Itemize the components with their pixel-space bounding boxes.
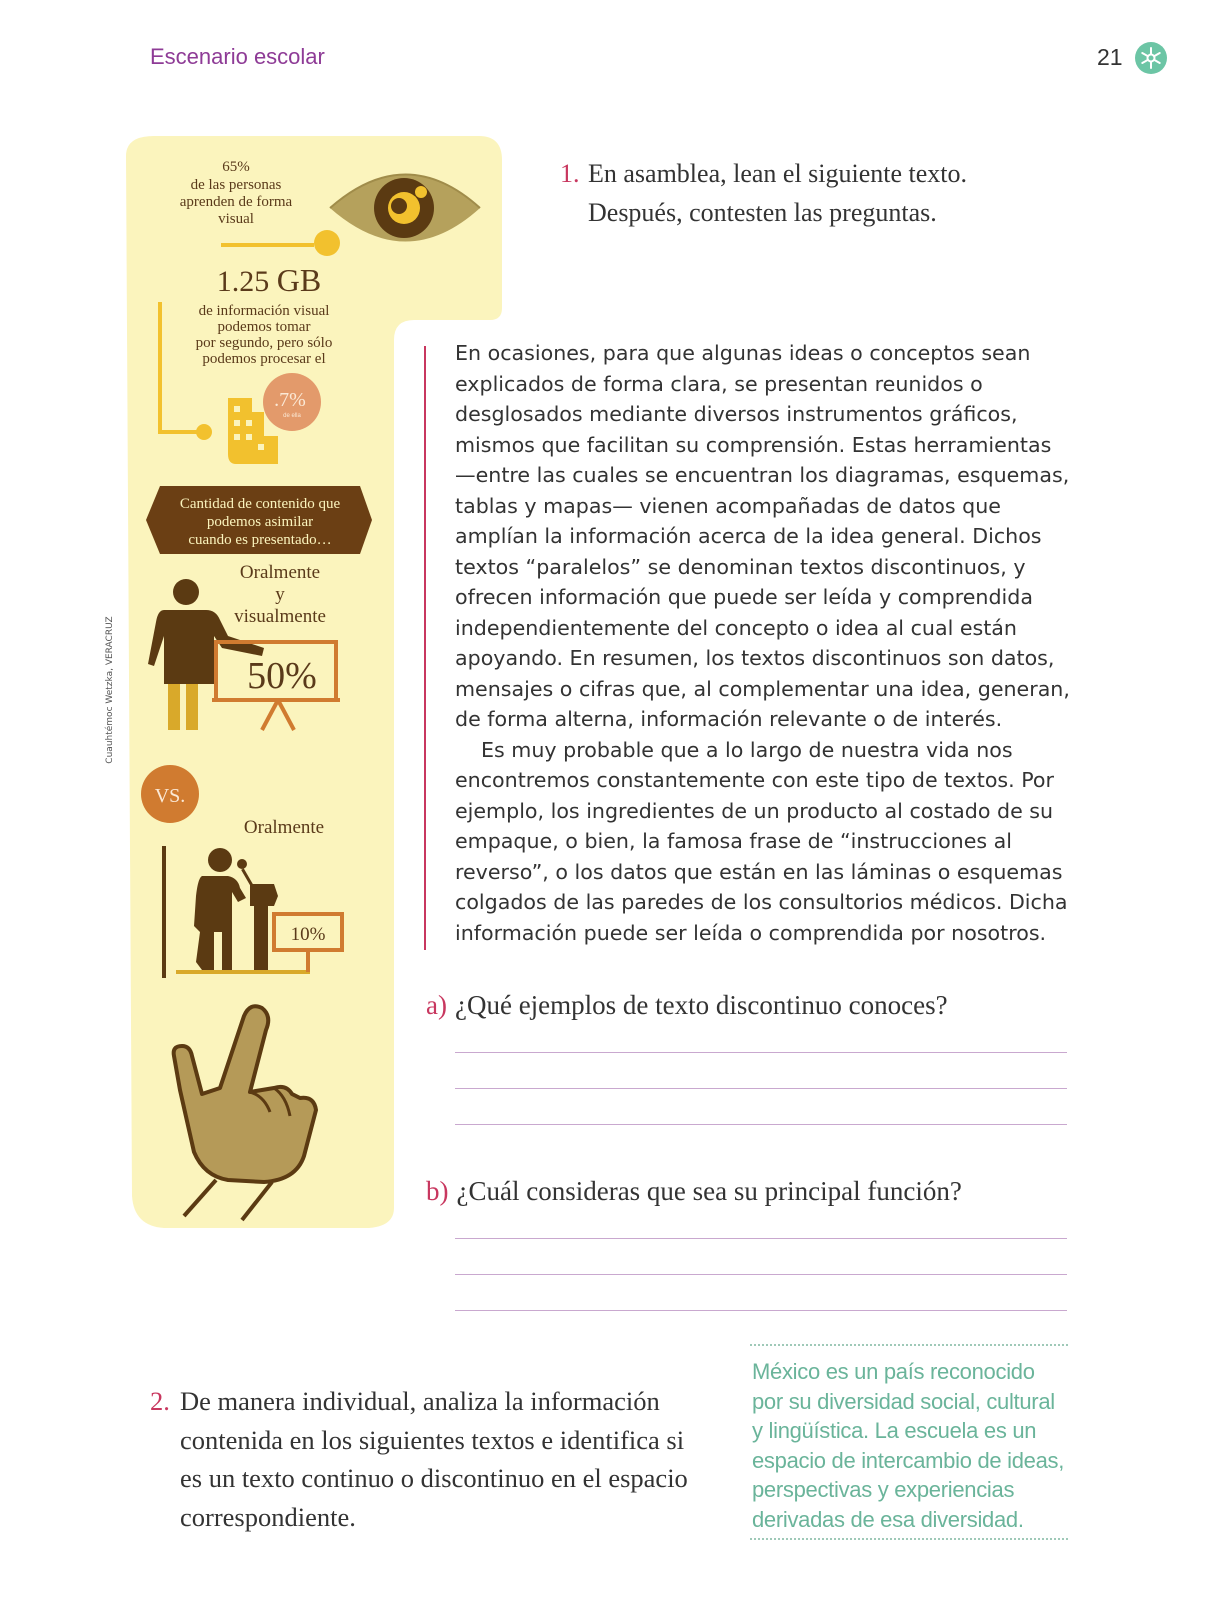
mode2-label: Oralmente	[243, 817, 325, 838]
banner-line1: Cantidad de contenido que	[179, 496, 341, 512]
activity-2-instruction	[150, 1382, 690, 1536]
activity-1-instruction	[560, 154, 1020, 232]
stat2-number: 1.25	[216, 265, 270, 298]
badge-sub: de ella	[283, 413, 301, 419]
question-a-text: ¿Qué ejemplos de texto discontinuo conoces?	[454, 990, 948, 1020]
mode1-line1: Oralmente	[239, 562, 321, 583]
badge-value: .7%	[274, 389, 306, 411]
sidebox-top-border	[750, 1344, 1068, 1346]
page-number: 21	[1097, 44, 1123, 70]
activity-1-number: 1.	[560, 159, 580, 188]
answer-line[interactable]	[455, 1274, 1067, 1275]
image-credit: Cuauhtémoc Wetzka, VERACRUZ	[105, 616, 115, 764]
reading-paragraph-1: En ocasiones, para que algunas ideas o conceptos sean explicados de forma clara, se presentan reunidos o desglosados mediante diversos instrumentos gráficos, mismos que facilitan su comprensión. Estas herramientas —entre las cuales se encuentran los diagramas, esquemas, tablas y mapas— vienen acompañadas de datos que amplían la información acerca de la idea general. Dichos textos “paralelos” se denominan textos discontinuos, y ofrecen información que puede ser leída y comprendida independientemente del concepto o idea al cual están apoyando. En resumen, los textos discontinuos son datos, mensajes o cifras que, al complementar una idea, generan, de forma alterna, información relevante o de interés.	[455, 341, 1070, 731]
answer-line[interactable]	[455, 1088, 1067, 1089]
section-title: Escenario escolar	[150, 44, 325, 69]
banner-line2: podemos asimilar	[206, 514, 314, 530]
question-a-label: a)	[426, 990, 447, 1020]
mode1-value: 50%	[247, 655, 317, 697]
question-a	[426, 990, 948, 1021]
stat2-line1: de información visual	[198, 303, 330, 319]
reading-margin-rule	[424, 346, 426, 950]
activity-1-text: En asamblea, lean el siguiente texto. Después, contesten las preguntas.	[588, 159, 968, 227]
reading-paragraph-2: Es muy probable que a lo largo de nuestra vida nos encontremos constantemente con este tipo de textos. Por ejemplo, los ingredientes de un producto al costado de su empaque, o bien, la famosa frase de “instrucciones al reverso”, o los datos que están en las láminas o esquemas colgados de las paredes de los consultorios médicos. Dicha información puede ser leída o comprendida por nosotros.	[455, 737, 1068, 945]
question-b	[426, 1176, 962, 1207]
stat2-line2: podemos tomar	[217, 319, 311, 335]
answer-line[interactable]	[455, 1124, 1067, 1125]
answer-line[interactable]	[455, 1052, 1067, 1053]
stat2-unit: GB	[276, 262, 322, 298]
banner-line3: cuando es presentado…	[188, 532, 332, 548]
activity-2-number: 2.	[150, 1386, 170, 1416]
sidebox-note: México es un país reconocido por su diversidad social, cultural y lingüística. La escuela es un espacio de intercambio de ideas, perspectivas y experiencias derivadas de esa diversidad.	[752, 1359, 1065, 1532]
mode1-line2: y	[275, 584, 285, 605]
stat1-line2: aprenden de forma	[179, 194, 293, 210]
answer-line[interactable]	[455, 1238, 1067, 1239]
mode1-line3: visualmente	[234, 606, 326, 627]
answer-line[interactable]	[455, 1310, 1067, 1311]
sidebox-bottom-border	[750, 1538, 1068, 1540]
stat2-line4: podemos procesar el	[202, 351, 326, 367]
mode2-value: 10%	[290, 924, 326, 945]
question-b-label: b)	[426, 1176, 449, 1206]
snowflake-icon	[1135, 42, 1167, 74]
reading-passage	[455, 338, 1070, 948]
stat2-line3: por segundo, pero sólo	[195, 335, 333, 351]
stat1-line3: visual	[218, 211, 254, 227]
vs-label: VS.	[154, 785, 186, 807]
question-b-text: ¿Cuál consideras que sea su principal función?	[456, 1176, 962, 1206]
stat1-line1: de las personas	[190, 177, 282, 193]
activity-2-text: De manera individual, analiza la información contenida en los siguientes textos e identifica si es un texto continuo o discontinuo en el espacio correspondiente.	[180, 1386, 688, 1532]
stat1-percent: 65%	[222, 159, 250, 175]
svg-text:1.25 GB	[217, 262, 321, 298]
